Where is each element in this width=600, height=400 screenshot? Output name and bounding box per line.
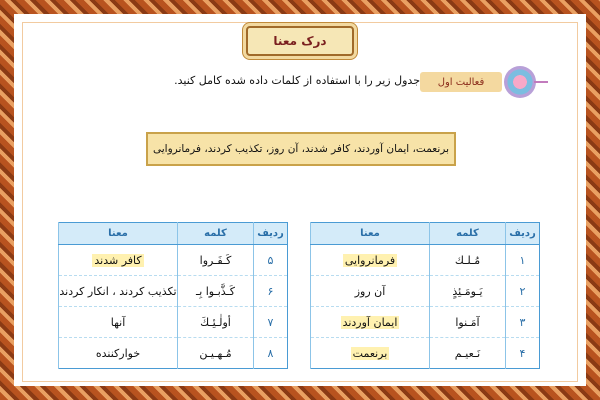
- vocab-table-left: [58, 222, 288, 369]
- instruction-text: جدول زیر را با استفاده از کلمات داده شده کامل کنید.: [174, 74, 420, 87]
- row-meaning: آن روز: [354, 284, 386, 298]
- row-meaning-cell: [311, 307, 430, 338]
- row-word: مُـهـيـن: [178, 338, 254, 369]
- row-meaning-cell: [59, 307, 178, 338]
- header-meaning: معنا: [311, 223, 430, 245]
- title-badge: [246, 26, 354, 56]
- row-word: مُـلـك: [430, 245, 506, 276]
- flower-stem-decoration: [534, 81, 548, 83]
- row-meaning: تکذیب کردند ، انکار کردند: [59, 284, 177, 298]
- table-row: [311, 338, 540, 369]
- row-word: نَـعيـم: [430, 338, 506, 369]
- row-meaning-cell: [59, 338, 178, 369]
- header-row: ردیف: [254, 223, 288, 245]
- row-number: ۴: [506, 338, 540, 369]
- table-row: [311, 276, 540, 307]
- row-meaning: خوارکننده: [95, 346, 141, 360]
- row-meaning-cell: [311, 276, 430, 307]
- word-bank-text: برنعمت، ایمان آوردند، کافر شدند، آن روز، تکذیب کردند، فرمانروایی: [152, 143, 450, 155]
- table-row: [59, 245, 288, 276]
- activity-label-text: فعالیت اول: [437, 76, 485, 88]
- table-row: [311, 307, 540, 338]
- row-meaning-cell: [311, 338, 430, 369]
- row-number: ۶: [254, 276, 288, 307]
- row-meaning-cell: [59, 245, 178, 276]
- row-number: ۱: [506, 245, 540, 276]
- table-row: [311, 245, 540, 276]
- header-word: کلمه: [430, 223, 506, 245]
- row-number: ۷: [254, 307, 288, 338]
- row-meaning: آنها: [110, 315, 126, 329]
- row-number: ۵: [254, 245, 288, 276]
- row-word: يَـومَـئِذٍ: [430, 276, 506, 307]
- flower-icon: [504, 66, 536, 98]
- row-word: كَـفَـروا: [178, 245, 254, 276]
- activity-label: [420, 72, 502, 92]
- row-word: آمَـنوا: [430, 307, 506, 338]
- page-title: درک معنا: [273, 34, 327, 48]
- row-word: أولٰـئِـكَ: [178, 307, 254, 338]
- table-row: [59, 307, 288, 338]
- row-meaning: برنعمت: [352, 346, 388, 360]
- row-number: ۸: [254, 338, 288, 369]
- row-meaning-cell: [59, 276, 178, 307]
- row-meaning: ایمان آوردند: [342, 315, 398, 329]
- table-row: [59, 338, 288, 369]
- row-meaning-cell: [311, 245, 430, 276]
- row-word: كَـذَّبـوا بِـ: [178, 276, 254, 307]
- table-row: [59, 276, 288, 307]
- row-meaning: فرمانروایی: [344, 253, 396, 267]
- header-word: کلمه: [178, 223, 254, 245]
- table-header-row: [311, 223, 540, 245]
- row-number: ۳: [506, 307, 540, 338]
- row-meaning: کافر شدند: [94, 253, 142, 267]
- table-header-row: [59, 223, 288, 245]
- word-bank: [146, 132, 456, 166]
- header-row: ردیف: [506, 223, 540, 245]
- row-number: ۲: [506, 276, 540, 307]
- header-meaning: معنا: [59, 223, 178, 245]
- vocab-table-right: [310, 222, 540, 369]
